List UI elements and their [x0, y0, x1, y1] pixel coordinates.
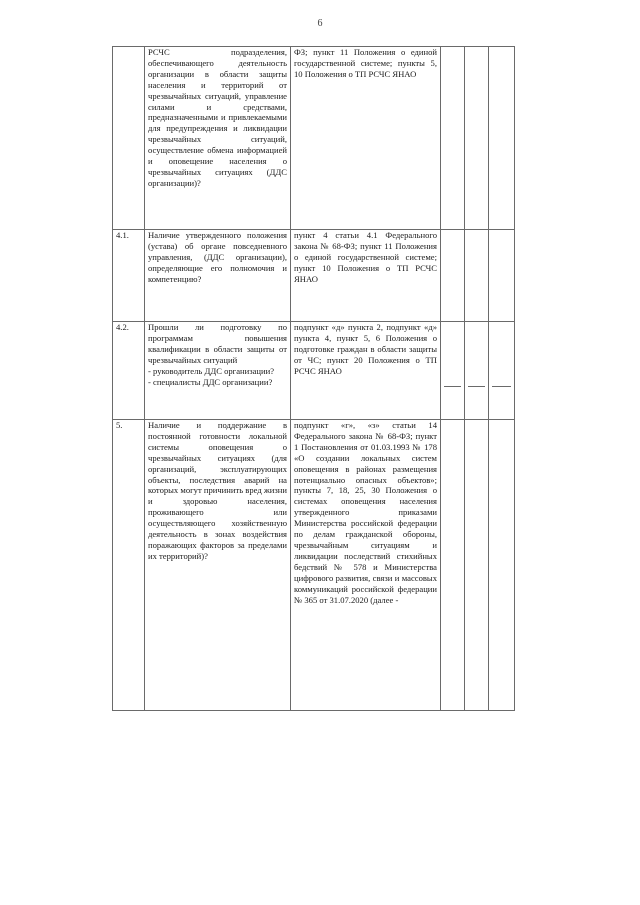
answer-no-cell: [465, 47, 489, 230]
answer-no-cell: [465, 322, 489, 420]
row-number: [113, 47, 145, 230]
requirement-text: РСЧС подразделения, обеспечивающего деятельность организации в области защиты населения и территорий от чрезвычайных ситуаций, управление силами и средствами, предназначенными и привлекаемыми для предупреждения и ликвидации чрезвычайных ситуаций, осуществление обмена информацией и оповещение населения о чрезвычайных ситуациях (ДДС организации)?: [145, 47, 291, 230]
requirement-text: Наличие и поддержание в постоянной готовности локальной системы оповещения о чрезвычайных ситуациях (для организаций, эксплуатирующих объекты, последствия аварий на которых могут причинить вред жизни и здоровью населения, проживающего или осуществляющего хозяйственную деятельность в зонах воздействия поражающих факторов за пределами их территорий)?: [145, 420, 291, 711]
answer-no-cell: [465, 230, 489, 322]
answer-na-cell: [489, 230, 515, 322]
answer-yes-cell: [441, 47, 465, 230]
answer-no-cell: [465, 420, 489, 711]
answer-yes-cell: [441, 230, 465, 322]
requirement-item: - специалисты ДДС организации?: [148, 376, 273, 387]
legal-reference: пункт 4 статьи 4.1 Федерального закона № 68-ФЗ; пункт 11 Положения о единой государственной системе; пункт 10 Положения о ТП РСЧС ЯНАО: [291, 230, 441, 322]
row-number: 4.1.: [113, 230, 145, 322]
answer-yes-cell: [441, 322, 465, 420]
legal-reference: подпункт «д» пункта 2, подпункт «д» пункта 4, пункт 5, 6 Положения о подготовке граждан в области защиты от ЧС; пункт 20 Положения о ТП РСЧС ЯНАО: [291, 322, 441, 420]
table-row: [113, 420, 515, 711]
checklist-table: [112, 46, 515, 711]
legal-reference: подпункт «г», «з» статьи 14 Федерального закона № 68-ФЗ; пункт 1 Постановления от 01.03.1993 № 178 «О создании локальных систем оповещения в районах размещения потенциально опасных объектов»; пункты 7, 18, 25, 30 Положения о системах оповещения населения утвержденного приказами Министерства российской федерации по делам гражданской обороны, чрезвычайным ситуациям и ликвидации последствий стихийных бедствий № 578 и Министерства цифрового развития, связи и массовых коммуникаций российской федерации № 365 от 31.07.2020 (далее -: [291, 420, 441, 711]
requirement-cell: [145, 322, 291, 420]
requirement-text: Прошли ли подготовку по программам повышения квалификации в области защиты от чрезвычайных ситуаций: [148, 322, 287, 365]
table-row: [113, 230, 515, 322]
requirement-item: - руководитель ДДС организации?: [148, 365, 275, 376]
table-row: [113, 47, 515, 230]
page-number: 6: [317, 18, 323, 29]
legal-reference: ФЗ; пункт 11 Положения о единой государственной системе; пункты 5, 10 Положения о ТП РСЧС ЯНАО: [291, 47, 441, 230]
answer-yes-cell: [441, 420, 465, 711]
requirement-text: Наличие утвержденного положения (устава) об органе повседневного управления, (ДДС организации), определяющие его полномочия и компетенцию?: [145, 230, 291, 322]
answer-na-cell: [489, 47, 515, 230]
answer-na-cell: [489, 322, 515, 420]
row-number: 5.: [113, 420, 145, 711]
table-row: [113, 322, 515, 420]
answer-na-cell: [489, 420, 515, 711]
row-number: 4.2.: [113, 322, 145, 420]
